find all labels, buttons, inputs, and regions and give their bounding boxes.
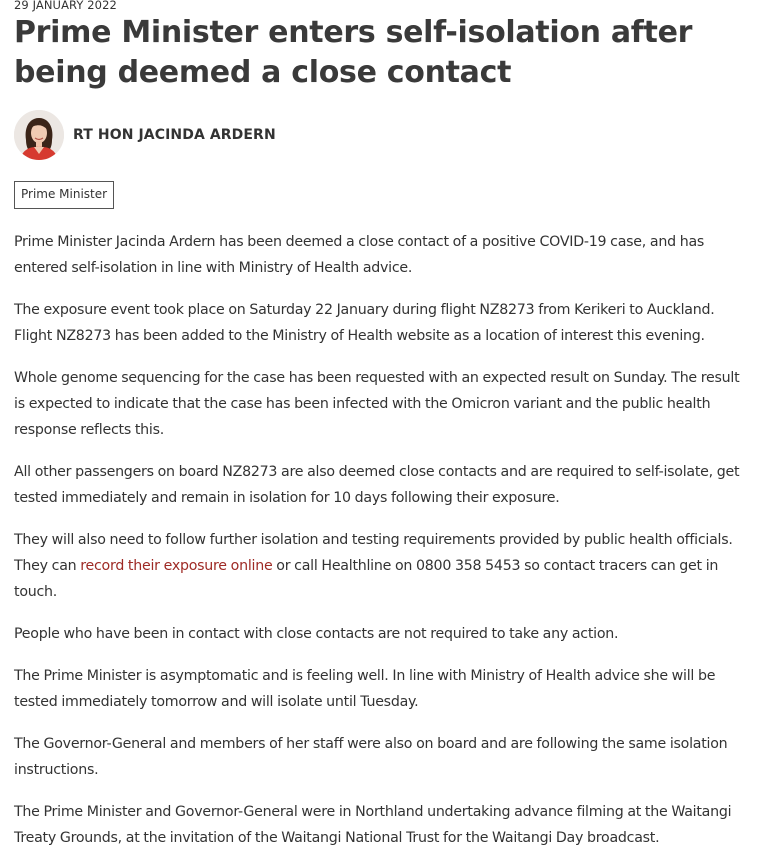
author-avatar[interactable] (14, 110, 64, 160)
portfolio-tag[interactable]: Prime Minister (14, 181, 114, 209)
article-date: 29 JANUARY 2022 (14, 0, 117, 12)
byline (14, 109, 754, 161)
article (14, 0, 754, 867)
author-portrait-icon (14, 110, 64, 160)
author-name[interactable]: RT HON JACINDA ARDERN (73, 127, 276, 143)
paragraph-4: All other passengers on board NZ8273 are also deemed close contacts and are required to self-isolate, get tested immediately and remain in isolation for 10 days following their exposure. (14, 464, 740, 506)
paragraph-6: People who have been in contact with close contacts are not required to take any action. (14, 626, 619, 642)
paragraph-5-text-before: They will also need to follow further isolation and testing requirements provided by public health officials. They can (14, 532, 733, 574)
paragraph-7: The Prime Minister is asymptomatic and is feeling well. In line with Ministry of Health advice she will be tested immediately tomorrow and will isolate until Tuesday. (14, 668, 716, 710)
record-exposure-link[interactable]: record their exposure online (80, 558, 273, 574)
paragraph-2: The exposure event took place on Saturday 22 January during flight NZ8273 from Kerikeri to Auckland. Flight NZ8273 has been added to the Ministry of Health website as a location of interest this evening. (14, 302, 715, 344)
paragraph-8: The Governor-General and members of her staff were also on board and are following the same isolation instructions. (14, 736, 728, 778)
paragraph-9: The Prime Minister and Governor-General were in Northland undertaking advance filming at the Waitangi Treaty Grounds, at the invitation of the Waitangi National Trust for the Waitangi Day broadcast. (14, 804, 732, 846)
paragraph-5 (14, 527, 754, 605)
article-body (14, 229, 754, 851)
paragraph-3: Whole genome sequencing for the case has been requested with an expected result on Sunday. The result is expected to indicate that the case has been infected with the Omicron variant and the public health response reflects this. (14, 370, 740, 438)
paragraph-1: Prime Minister Jacinda Ardern has been deemed a close contact of a positive COVID-19 case, and has entered self-isolation in line with Ministry of Health advice. (14, 234, 705, 276)
paragraph-5-text-after: or call Healthline on 0800 358 5453 so contact tracers can get in touch. (14, 558, 719, 600)
article-title: Prime Minister enters self-isolation after being deemed a close contact (14, 15, 693, 90)
